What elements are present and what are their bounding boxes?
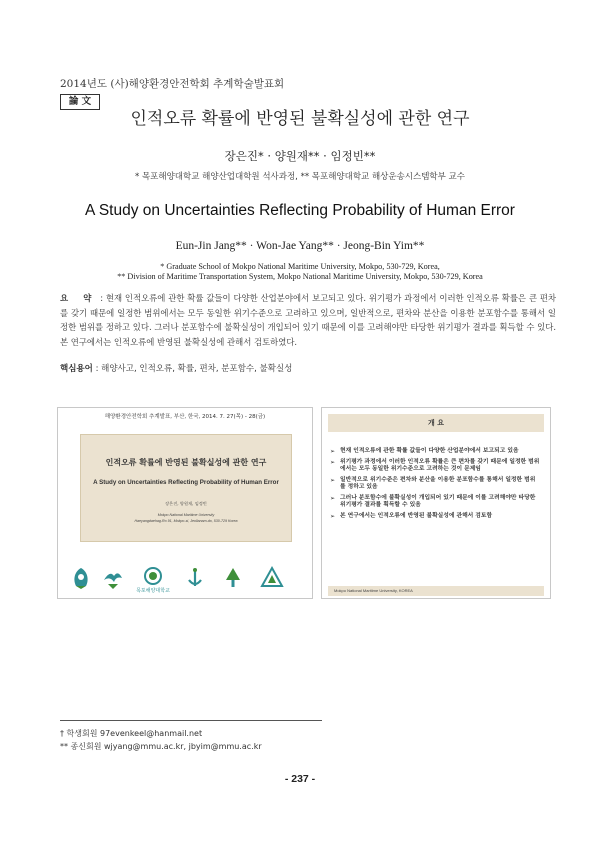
title-slide-header: 해양환경안전학회 추계발표, 부산, 한국, 2014. 7. 27(목) - 28(금) <box>104 414 266 420</box>
korean-title: 인적오류 확률에 반영된 불확실성에 관한 연구 <box>130 109 470 129</box>
bird-logo <box>102 566 124 590</box>
keywords <box>60 362 292 374</box>
title-slide-authors: 장은진, 양원재, 임정빈 <box>165 501 207 506</box>
emblem-logo-1 <box>70 566 92 590</box>
english-affiliation-1: * Graduate School of Mokpo National Maritime University, Mokpo, 530-729, Korea, <box>160 262 440 271</box>
abstract-label: 요 약 <box>60 293 98 303</box>
english-title: A Study on Uncertainties Reflecting Probability of Human Error <box>85 202 515 219</box>
arrow-bullet-icon: ➢ <box>330 512 336 520</box>
overview-bullet-list <box>330 448 540 523</box>
overview-bullet: ➢ 그러나 분포함수에 불확실성이 개입되어 있기 때문에 이를 고려해야만 타당한 위기평가 결과를 획득할 수 있음 <box>330 494 536 508</box>
overview-bullet: ➢ 현재 인적오류에 관한 확률 값들이 다양한 산업분야에서 보고되고 있음 <box>330 448 519 455</box>
anchor-logo <box>184 566 206 590</box>
university-seal-logo <box>138 566 168 594</box>
logo-strip <box>58 566 312 594</box>
title-slide-university: Mokpo National Maritime University <box>157 513 215 517</box>
english-authors: Eun-Jin Jang** · Won-Jae Yang** · Jeong-Bin Yim** <box>175 240 425 252</box>
arrow-bullet-icon: ➢ <box>330 476 336 484</box>
english-affiliation-2: ** Division of Maritime Transportation System, Mokpo National Maritime University, Mokpo, 530-729, Korea <box>117 272 483 281</box>
keywords-label: 핵심용어 <box>60 364 93 374</box>
keywords-text: : 해양사고, 인적오류, 확률, 편차, 분포함수, 불확실성 <box>95 364 293 374</box>
title-slide-english-title: A Study on Uncertainties Reflecting Probability of Human Error <box>93 479 279 486</box>
title-slide-body <box>80 434 292 542</box>
footnote-student-member: † 학생회원 97evenkeel@hanmail.net <box>60 729 203 738</box>
title-slide-address: Haeyangdaehag-Ro 91, Mokpo-si, Jeollanam-do, 530-729 Korea <box>134 519 238 523</box>
tree-logo <box>222 566 244 590</box>
overview-bullet: ➢ 일반적으로 위기수준은 편차와 분산을 이용한 분포함수를 통해서 일정한 범위를 정하고 있음 <box>330 476 536 490</box>
title-slide-korean-title: 인적오류 확률에 반영된 불확실성에 관한 연구 <box>105 458 267 467</box>
triangle-emblem-logo <box>260 566 284 590</box>
title-slide-thumbnail <box>58 408 312 598</box>
overview-slide-header: 개 요 <box>328 414 544 432</box>
conference-header: 2014년도 (사)해양환경안전학회 추계학술발표회 <box>60 78 285 90</box>
footnote-life-members: ** 종신회원 wjyang@mmu.ac.kr, jbyim@mmu.ac.kr <box>60 742 262 751</box>
abstract-text: : 현재 인적오류에 관한 확률 값들이 다양한 산업분야에서 보고되고 있다. 위기평가 과정에서 이러한 인적오류 확률은 큰 편차를 갖기 때문에 일정한 범위에서는 모두 동일한 위기수준으로 고려하고 있으며, 일반적으로, 편차와 분산을 이용한 분포함수를 통해서 일정한 범위를 정하고 있다. 그러나 분포함수에 불확실성이 개입되어 있기 때문에 이를 고려해야만 타당한 위기평가 결과를 획득할 수 있다. 본 연구에서는 인적오류에 반영된 불확실성에 관해서 검토하였다. <box>60 293 556 347</box>
korean-affiliation: * 목포해양대학교 해양산업대학원 석사과정, ** 목포해양대학교 해상운송시스템학부 교수 <box>135 172 465 182</box>
overview-bullet: ➢ 본 연구에서는 인적오류에 반영된 불확실성에 관해서 검토함 <box>330 512 493 520</box>
arrow-bullet-icon: ➢ <box>330 448 336 455</box>
overview-slide-thumbnail <box>322 408 550 598</box>
footnote-divider <box>60 720 322 721</box>
university-logo-text: 목포해양대학교 <box>136 588 170 594</box>
abstract <box>60 291 556 349</box>
page-number: - 237 - <box>284 773 316 785</box>
overview-bullet: ➢ 위기평가 과정에서 이러한 인적오류 확률은 큰 편차를 갖기 때문에 일정한 범위에서는 모두 동일한 위기수준으로 고려하는 것이 문제임 <box>330 458 540 472</box>
overview-slide-footer: Mokpo National Maritime University, KOREA <box>328 586 544 596</box>
arrow-bullet-icon: ➢ <box>330 458 336 466</box>
arrow-bullet-icon: ➢ <box>330 494 336 502</box>
section-tag: 論 文 <box>60 94 100 110</box>
korean-authors: 장은진* · 양원재** · 임정빈** <box>224 149 376 163</box>
